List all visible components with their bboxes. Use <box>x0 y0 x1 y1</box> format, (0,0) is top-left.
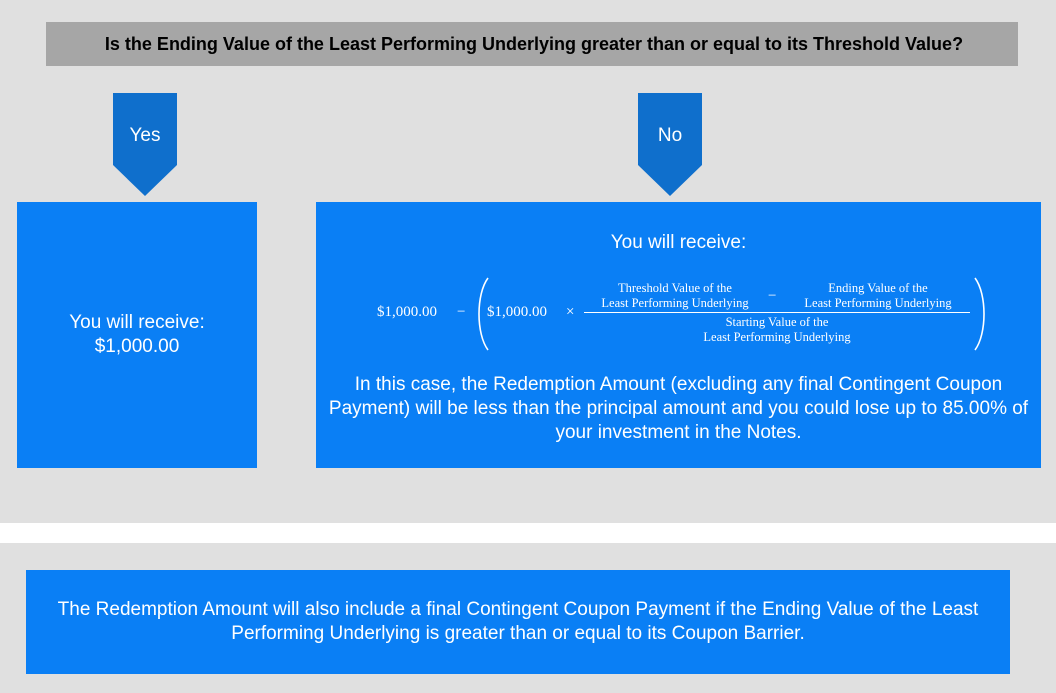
denominator-starting: Starting Value of the Least Performing Underlying <box>703 315 851 344</box>
yes-outcome-box <box>17 202 257 468</box>
numerator-threshold: Threshold Value of the Least Performing Underlying <box>601 281 749 310</box>
numerator-ending: Ending Value of the Least Performing Underlying <box>804 281 952 310</box>
yes-arrow <box>113 93 177 197</box>
loss-explanation: In this case, the Redemption Amount (excluding any final Contingent Coupon Payment) will be less than the principal amount and you could lose up to 85.00% of your investment in the Notes. <box>328 374 1029 443</box>
numerator-minus: − <box>768 288 777 304</box>
fraction-bar <box>584 312 970 313</box>
formula-principal: $1,000.00 <box>377 304 437 320</box>
no-outcome-box <box>316 202 1041 468</box>
formula-times: × <box>566 304 575 320</box>
no-receive-label: You will receive: <box>610 232 747 253</box>
no-arrow <box>638 93 702 197</box>
no-label: No <box>657 125 683 146</box>
question-header: Is the Ending Value of the Least Performing Underlying greater than or equal to its Threshold Value? <box>46 22 1018 66</box>
coupon-note-text: The Redemption Amount will also include a final Contingent Coupon Payment if the Ending Value of the Least Performing Underlying is greater than or equal to its Coupon Barrier. <box>57 599 979 644</box>
right-paren-icon <box>972 276 988 352</box>
formula-principal-multiplier: $1,000.00 <box>487 304 547 320</box>
yes-receive-label: You will receive: <box>69 312 205 333</box>
yes-amount: $1,000.00 <box>94 336 180 357</box>
coupon-note-box <box>26 570 1010 674</box>
formula-minus: − <box>457 304 466 320</box>
yes-label: Yes <box>129 125 161 146</box>
loss-formula <box>316 276 1041 352</box>
